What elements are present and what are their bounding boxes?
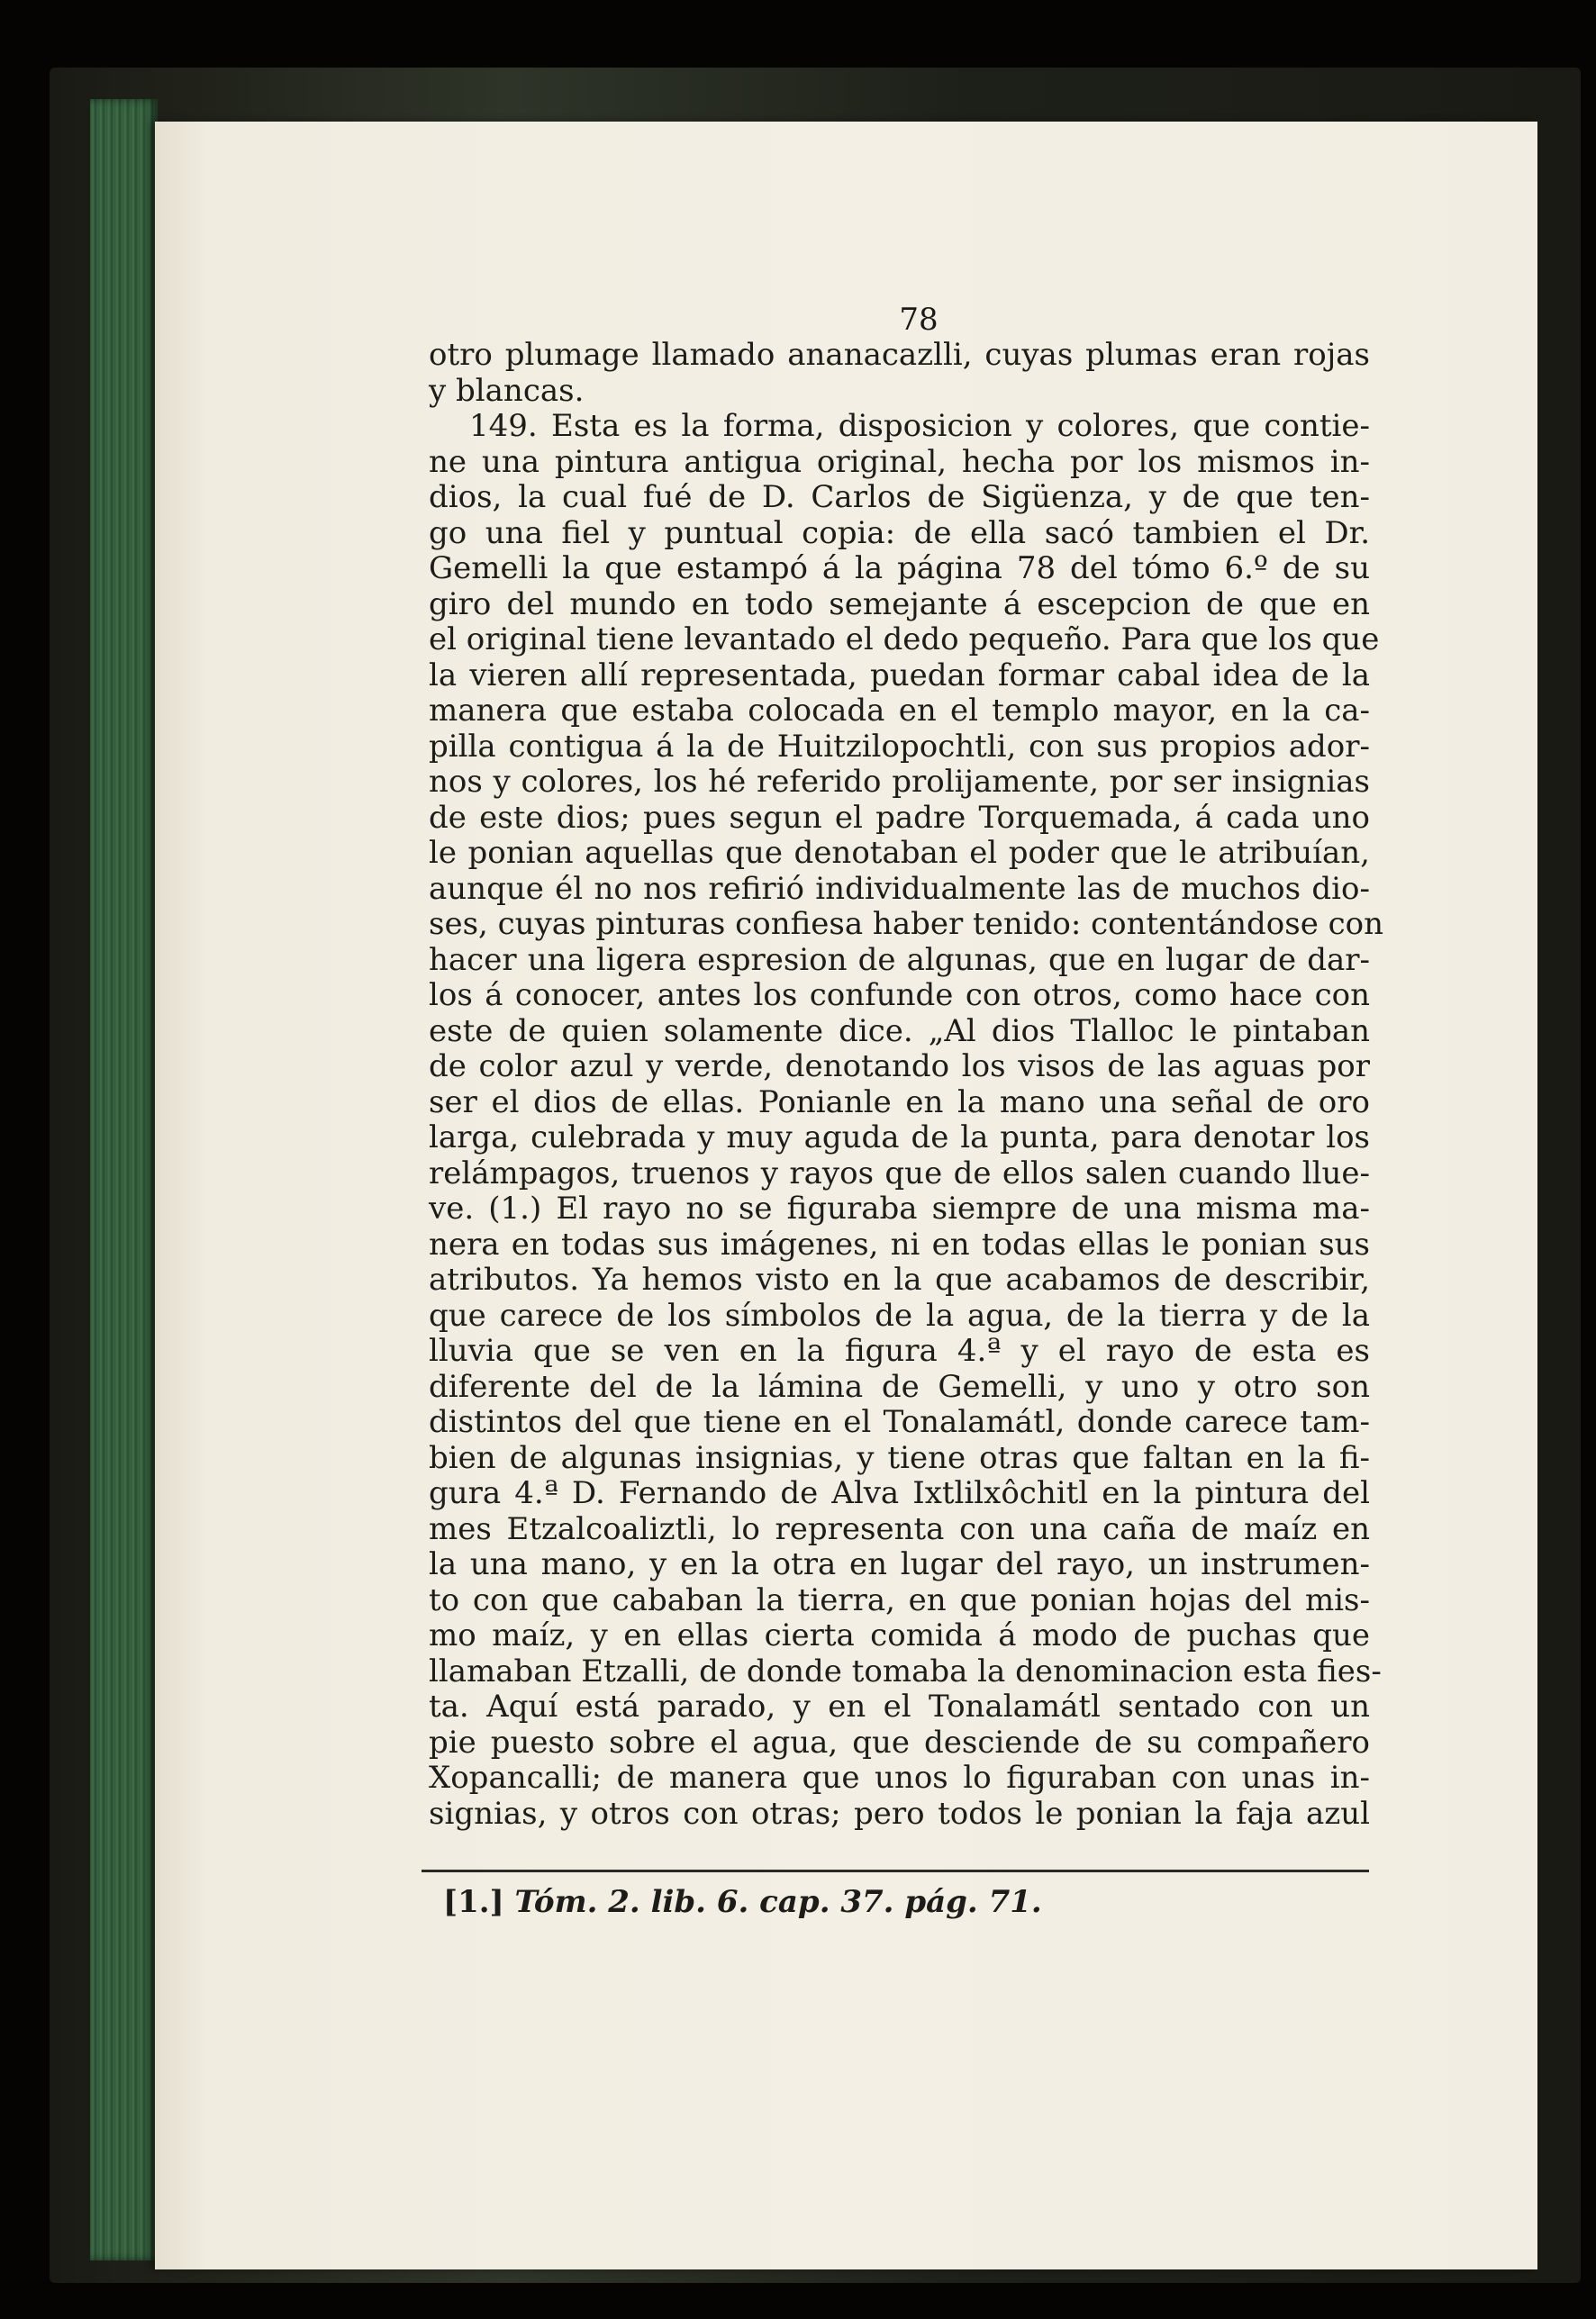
text-line: Xopancalli; de manera que unos lo figuraban con unas in- [429,1760,1370,1796]
text-line: que carece de los símbolos de la agua, de la tierra y de la [429,1297,1370,1334]
text-line: larga, culebrada y muy aguda de la punta, para denotar los [429,1119,1370,1155]
page-number: 78 [899,302,939,338]
text-line: bien de algunas insignias, y tiene otras que faltan en la fi- [429,1439,1370,1476]
text-line: otro plumage llamado ananacazlli, cuyas plumas eran rojas [429,337,1370,373]
text-line: ser el dios de ellas. Ponianle en la mano una señal de oro [429,1083,1370,1120]
body-text [429,337,1384,1832]
text-line: ses, cuyas pinturas confiesa haber tenido: contentándose con [429,906,1384,942]
footnote-rule [422,1870,1369,1872]
text-line: lluvia que se ven en la figura 4.ª y el rayo de esta es [429,1333,1370,1369]
text-line: aunque él no nos refirió individualmente las de muchos dio- [429,870,1370,907]
page-edges [90,99,158,2260]
text-line: el original tiene levantado el dedo pequeño. Para que los que [429,621,1380,657]
text-line: de color azul y verde, denotando los visos de las aguas por [429,1048,1370,1084]
text-line: signias, y otros con otras; pero todos le ponian la faja azul [429,1795,1370,1832]
text-line: relámpagos, truenos y rayos que de ellos salen cuando llue- [429,1155,1370,1191]
text-line: ve. (1.) El rayo no se figuraba siempre de una misma ma- [429,1191,1370,1227]
text-line: este de quien solamente dice. „Al dios Tlalloc le pintaban [429,1012,1370,1049]
text-line: la vieren allí representada, puedan formar cabal idea de la [429,657,1370,693]
text-line: Gemelli la que estampó á la página 78 del tómo 6.º de su [429,550,1370,586]
text-line: ta. Aquí está parado, y en el Tonalamátl sentado con un [429,1689,1370,1725]
text-line: dios, la cual fué de D. Carlos de Sigüenza, y de que ten- [429,479,1370,515]
text-line: go una fiel y puntual copia: de ella sacó tambien el Dr. [429,514,1370,551]
text-line: los á conocer, antes los confunde con otros, como hace con [429,977,1370,1013]
text-line: le ponian aquellas que denotaban el poder que le atribuían, [429,835,1370,871]
footnote-text: Tóm. 2. lib. 6. cap. 37. pág. 71. [514,1884,1042,1920]
text-line: llamaban Etzalli, de donde tomaba la denominacion esta fies- [429,1653,1382,1689]
footnote [443,1884,1042,1920]
text-line: pie puesto sobre el agua, que desciende de su compañero [429,1724,1370,1761]
text-line: mes Etzalcoaliztli, lo representa con una caña de maíz en [429,1510,1370,1547]
text-line: to con que cababan la tierra, en que ponian hojas del mis- [429,1581,1370,1618]
text-line: de este dios; pues segun el padre Torquemada, á cada uno [429,799,1370,836]
text-line: distintos del que tiene en el Tonalamátl, donde carece tam- [429,1404,1370,1440]
text-line: 149. Esta es la forma, disposicion y colores, que contie- [469,408,1370,444]
text-line: nera en todas sus imágenes, ni en todas ellas le ponian sus [429,1226,1370,1263]
text-line: mo maíz, y en ellas cierta comida á modo de puchas que [429,1617,1370,1653]
text-line: gura 4.ª D. Fernando de Alva Ixtlilxôchitl en la pintura del [429,1475,1370,1511]
text-line: y blancas. [429,372,585,409]
text-line: pilla contigua á la de Huitzilopochtli, con sus propios ador- [429,728,1370,765]
text-line: nos y colores, los hé referido prolijamente, por ser insignias [429,764,1370,800]
text-line: hacer una ligera espresion de algunas, que en lugar de dar- [429,941,1370,978]
footnote-marker: [1.] [443,1884,504,1920]
text-line: giro del mundo en todo semejante á escepcion de que en [429,585,1370,622]
text-line: ne una pintura antigua original, hecha por los mismos in- [429,443,1370,480]
text-line: manera que estaba colocada en el templo mayor, en la ca- [429,693,1370,729]
text-line: atributos. Ya hemos visto en la que acabamos de describir, [429,1262,1370,1298]
text-line: la una mano, y en la otra en lugar del rayo, un instrumen- [429,1546,1370,1582]
text-line: diferente del de la lámina de Gemelli, y uno y otro son [429,1368,1370,1405]
